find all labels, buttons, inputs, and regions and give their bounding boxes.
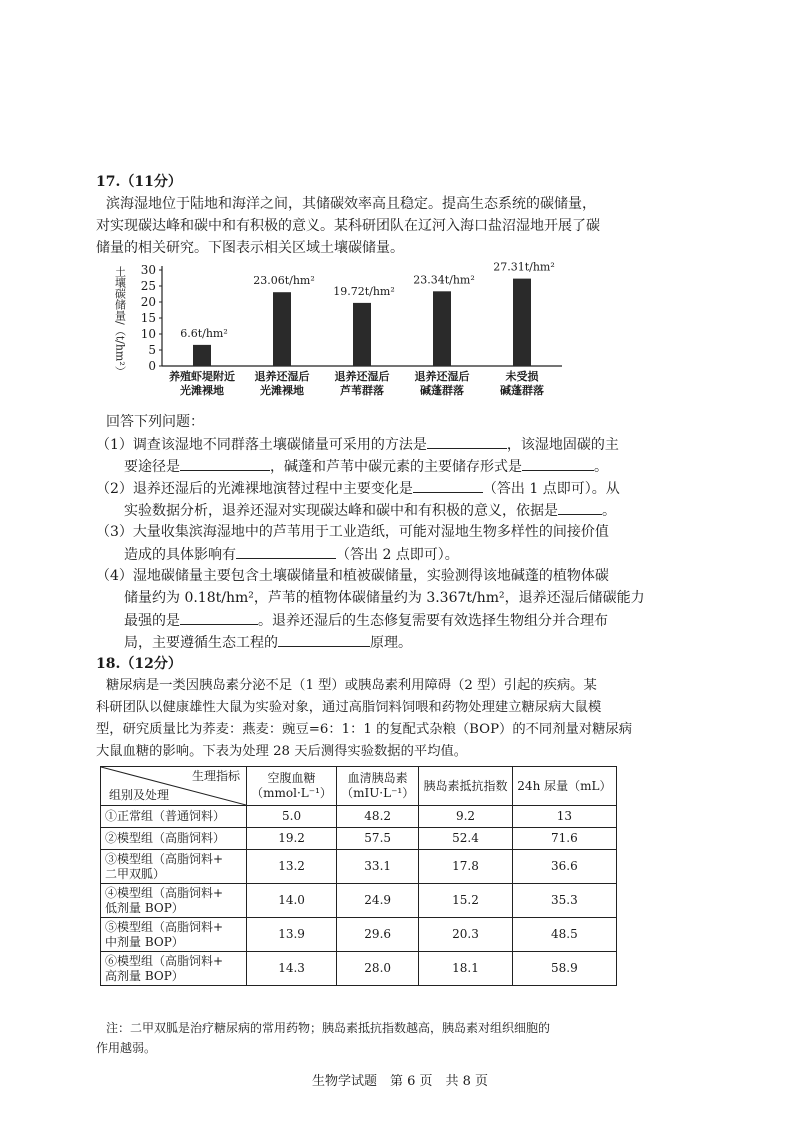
x-category-label: 退养还湿后 [334,370,390,383]
question-17-header: 17.（11分） [96,174,182,190]
table-row [101,806,617,828]
table-cell: 9.2 [419,806,513,828]
y-tick-label: 20 [140,295,156,309]
table-cell: 33.1 [337,850,419,884]
table-cell: 36.6 [512,850,616,884]
table-cell: 17.8 [419,850,513,884]
diabetes-data-table [100,766,617,986]
q17-sub3-line-2 [124,544,459,565]
y-axis-label: 土壤碳储量/（t/hm²） [113,266,127,377]
q17-intro-line-2: 对实现碳达峰和碳中和有积极的意义。某科研团队在辽河入海口盐沼湿地开展了碳 [96,218,600,234]
soil-carbon-bar-chart [110,258,590,408]
bar [193,345,211,366]
table-cell: 48.2 [337,806,419,828]
y-tick-label: 5 [148,343,156,357]
table-corner-cell [101,767,247,806]
q17-sub2-text-a: （2）退养还湿后的光滩裸地演替过程中主要变化是 [96,481,413,497]
x-category-label: 退养还湿后 [414,370,470,383]
q17-sub1-text-b: ，该湿地固碳的主 [506,437,619,453]
column-header-insulin-resistance: 胰岛素抵抗指数 [419,767,513,806]
row-label: ⑥模型组（高脂饲料+ 高剂量 BOP） [101,952,247,986]
table-cell: 20.3 [419,918,513,952]
question-18-header: 18.（12分） [96,656,182,672]
q18-intro-line-3: 型，研究质量比为荞麦：燕麦：豌豆=6：1：1 的复配式杂粮（BOP）的不同剂量对糖尿病 [96,722,633,737]
answer-blank-succession[interactable] [413,478,483,493]
y-tick-label: 15 [140,311,156,325]
bar-data-label: 23.06t/hm² [253,274,315,288]
bar [513,279,531,366]
table-cell: 29.6 [337,918,419,952]
bar-data-label: 27.31t/hm² [493,260,555,274]
q17-sub2-line-1 [96,478,620,499]
table-cell: 13 [512,806,616,828]
table-row [101,828,617,850]
bar [353,303,371,366]
table-cell: 48.5 [512,918,616,952]
x-category-label: 碱蓬群落 [420,384,464,397]
q17-sub4-text-a: 最强的是 [124,613,180,629]
table-cell: 52.4 [419,828,513,850]
x-category-label: 光滩裸地 [260,384,304,397]
bar-data-label: 6.6t/hm² [180,326,228,340]
x-category-label: 未受损 [505,370,539,383]
table-note-line-1: 注：二甲双胍是治疗糖尿病的常用药物；胰岛素抵抗指数越高，胰岛素对组织细胞的 [106,1021,551,1035]
x-category-label: 芦苇群落 [340,384,384,397]
bar [433,291,451,366]
table-cell: 35.3 [512,884,616,918]
answer-blank-evidence[interactable] [558,500,602,515]
q17-sub2-text-d: 。 [602,503,616,519]
x-category-label: 退养还湿后 [254,370,310,383]
x-category-label: 光滩裸地 [180,384,224,397]
corner-label-top: 生理指标 [191,769,240,783]
corner-label-bottom: 组别及处理 [109,788,170,802]
row-label: ②模型组（高脂饲料） [101,828,247,850]
q18-intro-line-2: 科研团队以健康雄性大鼠为实验对象，通过高脂饲料饲喂和药物处理建立糖尿病大鼠模 [96,700,602,715]
q17-intro-line-3: 储量的相关研究。下图表示相关区域土壤碳储量。 [96,240,404,256]
table-note-line-2: 作用越弱。 [96,1041,157,1055]
table-cell: 58.9 [512,952,616,986]
row-label: ④模型组（高脂饲料+ 低剂量 BOP） [101,884,247,918]
table-cell: 19.2 [247,828,337,850]
y-tick-label: 10 [140,327,156,341]
answer-blank-strongest[interactable] [180,610,258,625]
q17-sub4-line-2: 储量约为 0.18t/hm²，芦苇的植物体碳储量约为 3.367t/hm²，退养还湿后储碳能力 [124,590,645,606]
q17-sub1-text-d: ，碱蓬和芦苇中碳元素的主要储存形式是 [270,459,522,475]
table-cell: 14.0 [247,884,337,918]
table-cell: 57.5 [337,828,419,850]
q17-sub4-text-d: 原理。 [370,635,412,651]
q17-sub3-text-a: 造成的具体影响有 [124,547,236,563]
table-row [101,918,617,952]
q17-sub2-text-c: 实验数据分析，退养还湿对实现碳达峰和碳中和有积极的意义，依据是 [124,503,558,519]
row-label: ①正常组（普通饲料） [101,806,247,828]
row-label: ③模型组（高脂饲料+ 二甲双胍） [101,850,247,884]
table-row [101,952,617,986]
q17-sub1-line-2 [124,456,608,477]
page-footer: 生物学试题 第 6 页 共 8 页 [311,1074,489,1089]
table-cell: 71.6 [512,828,616,850]
column-header-urine-volume: 24h 尿量（mL） [512,767,616,806]
table-cell: 15.2 [419,884,513,918]
y-tick-label: 0 [148,359,156,373]
answer-blank-carbon-form[interactable] [522,456,594,471]
table-cell: 13.9 [247,918,337,952]
y-tick-label: 25 [140,279,156,293]
column-header-fasting-glucose: 空腹血糖 （mmol·L⁻¹） [247,767,337,806]
q17-sub4-text-c: 局，主要遵循生态工程的 [124,635,278,651]
q17-sub1-text-e: 。 [594,459,608,475]
answer-blank-pathway[interactable] [180,456,270,471]
q17-sub4-text-b: 。退养还湿后的生态修复需要有效选择生物组分并合理布 [258,613,608,629]
x-category-label: 碱蓬群落 [500,384,544,397]
bar-data-label: 23.34t/hm² [413,273,475,287]
row-label: ⑤模型组（高脂饲料+ 中剂量 BOP） [101,918,247,952]
table-cell: 13.2 [247,850,337,884]
q17-answer-intro: 回答下列问题： [106,414,204,430]
bar-data-label: 19.72t/hm² [333,284,395,298]
table-header-row [101,767,617,806]
answer-blank-principle[interactable] [278,632,370,647]
table-cell: 18.1 [419,952,513,986]
table-row [101,850,617,884]
table-cell: 14.3 [247,952,337,986]
q17-sub1-text-a: （1）调查该湿地不同群落土壤碳储量可采用的方法是 [96,437,427,453]
bar [273,292,291,366]
q17-sub1-line-1 [96,434,619,455]
answer-blank-method[interactable] [427,434,507,449]
q17-sub2-line-2 [124,500,616,521]
y-tick-label: 30 [140,263,156,277]
q17-sub1-text-c: 要途径是 [124,459,180,475]
q17-sub3-line-1: （3）大量收集滨海湿地中的芦苇用于工业造纸，可能对湿地生物多样性的间接价值 [96,524,609,540]
q17-intro-line-1: 滨海湿地位于陆地和海洋之间，其储碳效率高且稳定。提高生态系统的碳储量， [106,196,596,212]
x-category-label: 养殖虾堤附近 [169,370,235,383]
table-cell: 24.9 [337,884,419,918]
q17-sub4-line-4 [124,632,412,653]
q18-intro-line-4: 大鼠血糖的影响。下表为处理 28 天后测得实验数据的平均值。 [96,744,468,759]
answer-blank-impact[interactable] [236,544,336,559]
q17-sub3-text-b: （答出 2 点即可）。 [336,547,459,563]
table-row [101,884,617,918]
table-cell: 5.0 [247,806,337,828]
q17-sub4-line-1: （4）湿地碳储量主要包含土壤碳储量和植被碳储量，实验测得该地碱蓬的植物体碳 [96,568,609,584]
column-header-serum-insulin: 血清胰岛素 （mIU·L⁻¹） [337,767,419,806]
q17-sub2-text-b: （答出 1 点即可）。从 [482,481,620,497]
q17-sub4-line-3 [124,610,608,631]
table-cell: 28.0 [337,952,419,986]
q18-intro-line-1: 糖尿病是一类因胰岛素分泌不足（1 型）或胰岛素利用障碍（2 型）引起的疾病。某 [106,678,597,693]
